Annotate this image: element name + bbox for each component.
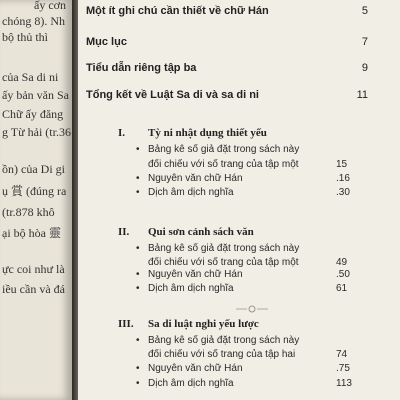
left-page-fragment: g Từ hải (tr.36 xyxy=(2,125,71,139)
left-page-fragment: ồn) của Di gi xyxy=(2,162,65,176)
toc-front-page: 7 xyxy=(361,36,368,48)
bullet-icon: • xyxy=(136,144,140,155)
entry-page: 15 xyxy=(336,159,348,170)
left-page-fragment: ực coi như là xyxy=(2,262,65,276)
left-page-fragment: ụ 賞 (đúng ra xyxy=(2,184,67,198)
toc-front-item xyxy=(86,36,368,48)
bullet-icon: • xyxy=(136,363,140,374)
entry-page: .16 xyxy=(336,173,350,184)
left-page-fragment: (tr.878 khô xyxy=(2,205,55,219)
toc-front-item xyxy=(86,5,368,17)
ornament-icon xyxy=(232,304,272,314)
entry-page: 74 xyxy=(336,349,348,360)
entry-label: Nguyên văn chữ Hán xyxy=(148,173,243,184)
entry-label: Dịch âm dịch nghĩa xyxy=(148,187,234,198)
section-heading xyxy=(118,318,259,330)
toc-front-title: Mục lục xyxy=(86,36,127,48)
entry-label: đối chiếu với số trang của tập hai xyxy=(148,349,296,360)
left-page-fragment: iều cần và đá xyxy=(2,282,65,296)
toc-front-item xyxy=(86,62,368,74)
section-heading xyxy=(118,127,267,139)
section-number: II. xyxy=(118,226,130,238)
toc-front-title: Tiểu dẫn riêng tập ba xyxy=(86,62,197,74)
entry-page: 49 xyxy=(336,257,348,268)
entry-label: đối chiếu với số trang của tập một xyxy=(148,159,299,170)
bullet-icon: • xyxy=(136,378,140,389)
entry-label: Nguyên văn chữ Hán xyxy=(148,269,243,280)
toc-front-title: Tổng kết về Luật Sa di và sa di ni xyxy=(86,89,259,101)
left-page-fragment: ại bộ hòa 靈 xyxy=(2,226,61,240)
entry-label: Dịch âm dịch nghĩa xyxy=(148,283,234,294)
bullet-icon: • xyxy=(136,335,140,346)
bullet-icon: • xyxy=(136,187,140,198)
entry-label: Bảng kê số giả đặt trong sách này xyxy=(148,335,300,346)
bullet-icon: • xyxy=(136,269,140,280)
bullet-icon: • xyxy=(136,243,140,254)
left-page-fragment: chóng 8). Nh xyxy=(2,14,65,28)
entry-page: .75 xyxy=(336,363,350,374)
entry-page: .30 xyxy=(336,187,350,198)
section-number: I. xyxy=(118,127,126,139)
toc-front-title: Một ít ghi chú cần thiết về chữ Hán xyxy=(86,5,269,17)
entry-label: Dịch âm dịch nghĩa xyxy=(148,378,234,389)
entry-page: 61 xyxy=(336,283,348,294)
entry-page: .50 xyxy=(336,269,350,280)
bullet-icon: • xyxy=(136,173,140,184)
entry-label: đối chiếu với số trang của tập một xyxy=(148,257,299,268)
bullet-icon: • xyxy=(136,283,140,294)
left-page-fragment: bộ thủ thì xyxy=(2,30,49,44)
left-page-fragment: ấy cơn xyxy=(34,0,66,12)
section-number: III. xyxy=(118,318,134,330)
toc-front-page: 11 xyxy=(356,89,368,101)
left-page-fragment: ấy bản văn Sa xyxy=(2,88,69,102)
entry-label: Nguyên văn chữ Hán xyxy=(148,363,243,374)
entry-label: Bảng kê số giả đặt trong sách này xyxy=(148,144,300,155)
toc-front-page: 5 xyxy=(361,5,368,17)
left-page-fragment: của Sa di ni xyxy=(2,70,59,84)
section-title: Qui sơn cảnh sách văn xyxy=(148,226,254,238)
toc-page xyxy=(78,0,400,400)
section-title: Tỳ ni nhật dụng thiết yếu xyxy=(148,127,267,139)
section-heading xyxy=(118,226,254,238)
left-page-fragment: Chữ ấy đăng xyxy=(2,107,64,121)
toc-front-item xyxy=(86,89,368,101)
section-title: Sa di luật nghi yếu lược xyxy=(148,318,259,330)
entry-page: 113 xyxy=(336,378,352,389)
entry-label: Bảng kê số giả đặt trong sách này xyxy=(148,243,300,254)
toc-front-page: 9 xyxy=(361,62,368,74)
left-page xyxy=(0,0,72,400)
